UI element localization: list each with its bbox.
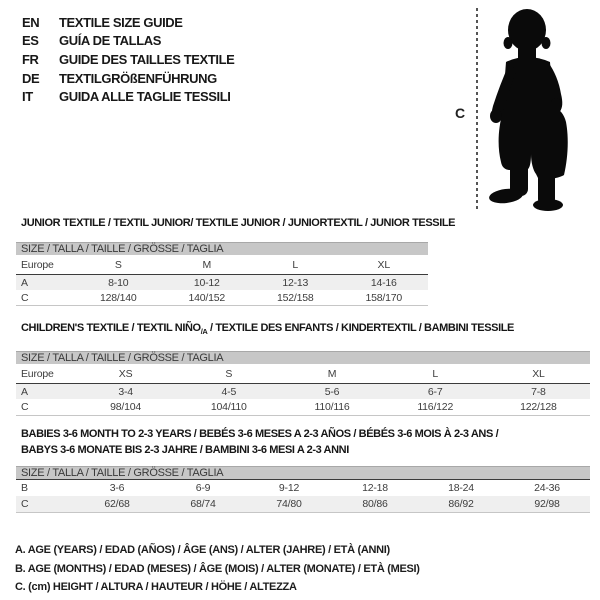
table-title-subscript: /A: [200, 327, 208, 337]
language-code: FR: [22, 51, 39, 67]
table-title-text: CHILDREN'S TEXTILE / TEXTIL NIÑO: [21, 322, 201, 334]
size-cell: S: [225, 367, 233, 380]
row-label: C: [21, 401, 29, 414]
value-cell: 158/170: [365, 291, 403, 304]
row-label: C: [21, 498, 29, 510]
value-cell: 110/116: [314, 401, 350, 414]
table-title: JUNIOR TEXTILE / TEXTIL JUNIOR/ TEXTILE JUNIOR / JUNIORTEXTIL / JUNIOR TESSILE: [21, 217, 456, 229]
value-cell: 24-36: [534, 482, 560, 494]
value-cell: 14-16: [370, 276, 397, 289]
childrens-textile-table: [16, 322, 590, 416]
language-label: GUIDA ALLE TAGLIE TESSILI: [59, 89, 231, 105]
table-title-line1: BABIES 3-6 MONTH TO 2-3 YEARS / BEBÉS 3-6 MESES A 2-3 AÑOS / BÉBÉS 3-6 MOIS À 2-3 ANS /: [21, 428, 499, 440]
size-cell: XL: [377, 258, 390, 271]
value-cell: 4-5: [221, 385, 237, 398]
table-title: [16, 322, 590, 338]
value-cell: 8-10: [108, 276, 129, 289]
value-cell: 80/86: [362, 498, 388, 510]
table-row-age: [16, 275, 428, 290]
value-cell: 98/104: [110, 401, 142, 414]
row-label: Europe: [21, 367, 54, 380]
size-cell: L: [292, 258, 299, 271]
language-label: TEXTILE SIZE GUIDE: [59, 14, 183, 30]
table-title-line2: BABYS 3-6 MONATE BIS 2-3 JAHRE / BAMBINI 3-6 MESI A 2-3 ANNI: [21, 444, 349, 456]
value-cell: 7-8: [531, 385, 546, 398]
toddler-silhouette-icon: [482, 4, 598, 212]
table-title-text: / TEXTILE DES ENFANTS / KINDERTEXTIL / BAMBINI TESSILE: [207, 322, 514, 334]
size-cell: S: [114, 258, 122, 271]
value-cell: 86/92: [448, 498, 474, 510]
size-cell: XL: [532, 367, 545, 380]
table-row-height: [16, 290, 428, 306]
language-label: TEXTILGRÖßENFÜHRUNG: [59, 70, 217, 86]
table-row-height: [16, 399, 590, 416]
value-cell: 5-6: [324, 385, 340, 398]
value-cell: 92/98: [534, 498, 560, 510]
row-label: A: [21, 276, 28, 289]
table-row-europe: [16, 255, 428, 275]
legend-footnotes: [15, 541, 420, 597]
value-cell: 74/80: [276, 498, 302, 510]
footnote-age-months: B. AGE (MONTHS) / EDAD (MESES) / ÂGE (MOIS) / ALTER (MONATE) / ETÀ (MESI): [15, 562, 420, 575]
junior-textile-table: [16, 217, 456, 306]
value-cell: 140/152: [188, 291, 226, 304]
value-cell: 3-6: [109, 482, 125, 494]
value-cell: 122/128: [520, 401, 557, 414]
value-cell: 104/110: [210, 401, 247, 414]
value-cell: 128/140: [99, 291, 137, 304]
language-code: EN: [22, 14, 40, 30]
value-cell: 9-12: [278, 482, 300, 494]
measurement-figure: [0, 0, 600, 215]
language-code: ES: [22, 33, 39, 49]
footnote-height: C. (cm) HEIGHT / ALTURA / HAUTEUR / HÖHE / ALTEZZA: [15, 581, 297, 593]
value-cell: 12-18: [362, 482, 388, 494]
size-header-bar: SIZE / TALLA / TAILLE / GRÖSSE / TAGLIA: [16, 466, 590, 480]
language-label: GUÍA DE TALLAS: [59, 33, 162, 49]
footnote-age-years: A. AGE (YEARS) / EDAD (AÑOS) / ÂGE (ANS) / ALTER (JAHRE) / ETÀ (ANNI): [15, 544, 390, 556]
size-cell: L: [432, 367, 439, 380]
babies-textile-table: [16, 426, 590, 513]
table-row-height: [16, 496, 590, 513]
row-label: B: [21, 482, 28, 494]
table-row-age: [16, 384, 590, 399]
value-cell: 6-9: [195, 482, 211, 494]
value-cell: 18-24: [448, 482, 474, 494]
row-label: C: [21, 291, 29, 304]
language-label: GUIDE DES TAILLES TEXTILE: [59, 51, 235, 67]
size-cell: XS: [118, 367, 133, 380]
value-cell: 6-7: [427, 385, 443, 398]
height-measure-dotted-line: [476, 8, 478, 209]
language-code: DE: [22, 70, 40, 86]
table-row-months: [16, 480, 590, 496]
value-cell: 62/68: [104, 498, 130, 510]
row-label: A: [21, 385, 28, 398]
size-header-bar: SIZE / TALLA / TAILLE / GRÖSSE / TAGLIA: [16, 242, 428, 255]
value-cell: 10-12: [193, 276, 220, 289]
value-cell: 3-4: [118, 385, 133, 398]
height-marker-label: C: [455, 105, 466, 121]
table-title: [16, 426, 590, 458]
table-row-europe: [16, 364, 590, 384]
value-cell: 12-13: [282, 276, 309, 289]
size-cell: M: [327, 367, 337, 380]
language-code: IT: [22, 89, 33, 105]
value-cell: 116/122: [417, 401, 454, 414]
row-label: Europe: [21, 258, 54, 271]
value-cell: 68/74: [190, 498, 216, 510]
size-cell: M: [202, 258, 212, 271]
size-header-bar: SIZE / TALLA / TAILLE / GRÖSSE / TAGLIA: [16, 351, 590, 364]
value-cell: 152/158: [276, 291, 314, 304]
